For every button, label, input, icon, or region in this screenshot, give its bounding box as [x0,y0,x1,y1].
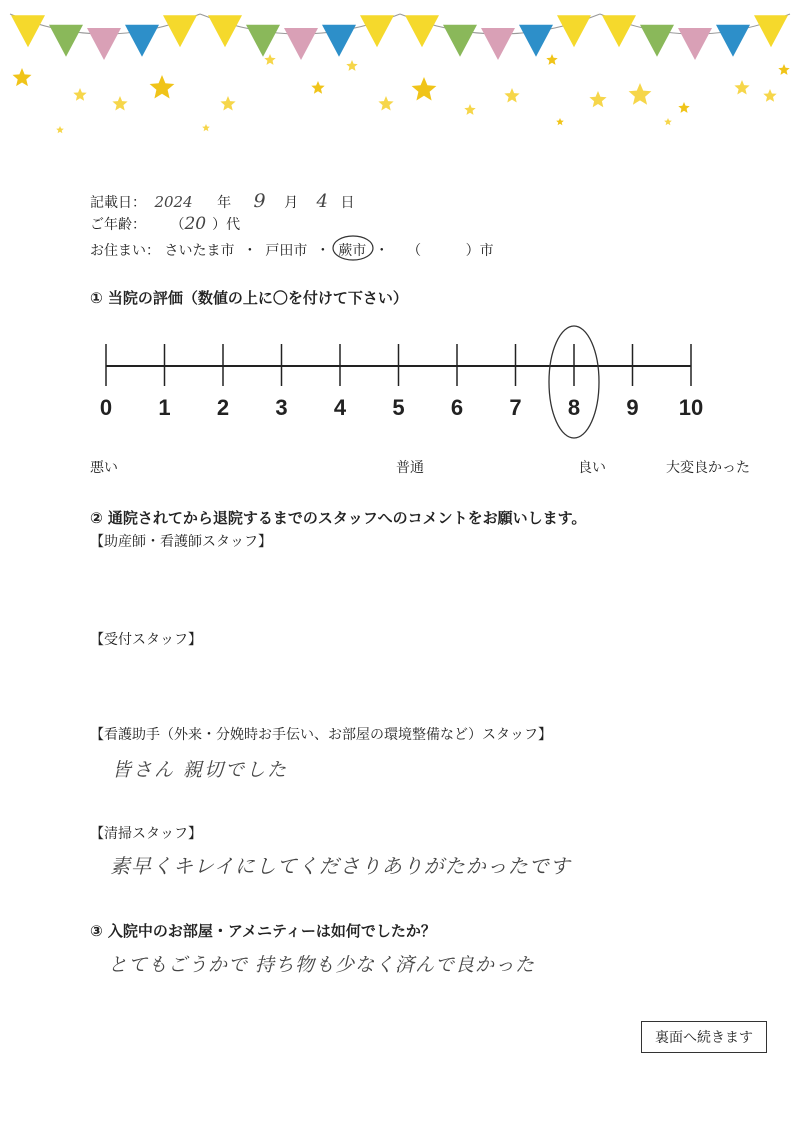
residence-option-warabi: 蕨市 [338,240,366,260]
star-icon [504,88,519,103]
star-icon [13,68,32,86]
bunting-flag [678,28,712,60]
bunting-flag [640,25,674,57]
star-icon [56,126,64,133]
bunting-flag [519,25,553,57]
bunting-flag [11,15,45,47]
selection-circle [330,233,376,263]
residence-option-toda: 戸田市 [265,243,308,259]
bunting-flag [754,15,788,47]
scale-label-9[interactable]: 9 [626,395,639,420]
cleaning-label: 【清掃スタッフ】 [90,826,202,842]
year-unit: 年 [217,195,232,211]
scale-label-2[interactable]: 2 [216,395,230,420]
bunting-flag [481,28,515,60]
star-icon [664,118,672,125]
star-icon [412,77,437,101]
bunting-flag [284,28,318,60]
star-icon [778,64,789,75]
bunting-flag [246,25,280,57]
assistant-label: 【看護助手（外来・分娩時お手伝い、お部屋の環境整備など）スタッフ】 [90,727,552,743]
star-icon [556,118,564,125]
rating-label-good: 良い [578,460,606,476]
bunting-flag [443,25,477,57]
rating-scale [90,320,730,450]
bunting-flag [716,25,750,57]
residence-separator: ・ [242,243,257,259]
star-icon [678,102,689,113]
rating-label-very-good: 大変良かった [666,460,750,476]
date-label: 記載日： [90,195,146,211]
scale-label-3[interactable]: 3 [275,395,288,420]
room-comment: とてもごうかで 持ち物も少なく済んで良かった [108,954,536,976]
bunting-decoration [0,0,800,140]
residence-separator: ・ [374,243,389,259]
age-value: 20 [184,214,207,234]
scale-label-6[interactable]: 6 [450,395,464,420]
scale-label-8[interactable]: 8 [567,395,581,420]
continue-note: 裏面へ続きます [641,1021,767,1053]
residence-option-saitama: さいたま市 [164,243,235,259]
bunting-flag [557,15,591,47]
star-icon [311,81,324,94]
bunting-flag [125,25,159,57]
room-title: ③ 入院中のお部屋・アメニティーは如何でしたか？ [90,922,436,940]
bunting-flag [208,15,242,47]
date-day: 4 [316,191,328,212]
month-unit: 月 [284,195,299,211]
scale-label-7[interactable]: 7 [509,395,522,420]
star-icon [112,96,127,111]
residence-label: お住まい： [90,243,160,259]
residence-other-close: ）市 [465,243,494,259]
rating-label-normal: 普通 [396,460,424,476]
star-icon [546,54,557,65]
bunting-flag [49,25,83,57]
date-row [90,190,354,212]
star-icon [264,54,275,65]
bunting-flag [163,15,197,47]
comments-title: ② 通院されてから退院するまでのスタッフへのコメントをお願いします。 [90,509,587,527]
star-icon [464,104,475,115]
star-icon [73,88,86,101]
star-icon [378,96,393,111]
cleaning-comment: 素早くキレイにしてくださりありがたかったです [110,854,571,878]
bunting-flag [360,15,394,47]
age-close: ）代 [212,217,241,233]
rating-title: ① 当院の評価（数値の上に〇を付けて下さい） [90,289,408,307]
rating-label-bad: 悪い [90,460,118,476]
residence-other-open: （ [407,243,422,259]
scale-label-4[interactable]: 4 [333,395,347,420]
star-icon [763,89,776,102]
scale-label-0[interactable]: 0 [99,395,113,420]
date-month: 9 [253,190,266,212]
star-icon [150,75,175,99]
star-icon [346,60,357,71]
scale-label-5[interactable]: 5 [392,395,405,420]
star-icon [202,124,210,131]
bunting-flag [602,15,636,47]
star-icon [629,83,652,105]
star-icon [734,80,749,95]
bunting-flag [322,25,356,57]
age-label: ご年齢： [90,217,146,233]
star-icon [220,96,235,111]
bunting-flag [87,28,121,60]
bunting-flag [405,15,439,47]
date-year: 2024 [154,193,193,211]
midwife-label: 【助産師・看護師スタッフ】 [90,534,272,550]
scale-label-1[interactable]: 1 [158,395,171,420]
reception-label: 【受付スタッフ】 [90,632,202,648]
scale-label-10[interactable]: 10 [678,395,704,420]
star-icon [589,91,606,107]
day-unit: 日 [340,195,355,211]
assistant-comment: 皆さん 親切でした [112,759,289,781]
residence-row [90,240,494,260]
age-open: （ [170,217,185,233]
residence-separator: ・ [315,243,330,259]
age-row [90,214,240,234]
